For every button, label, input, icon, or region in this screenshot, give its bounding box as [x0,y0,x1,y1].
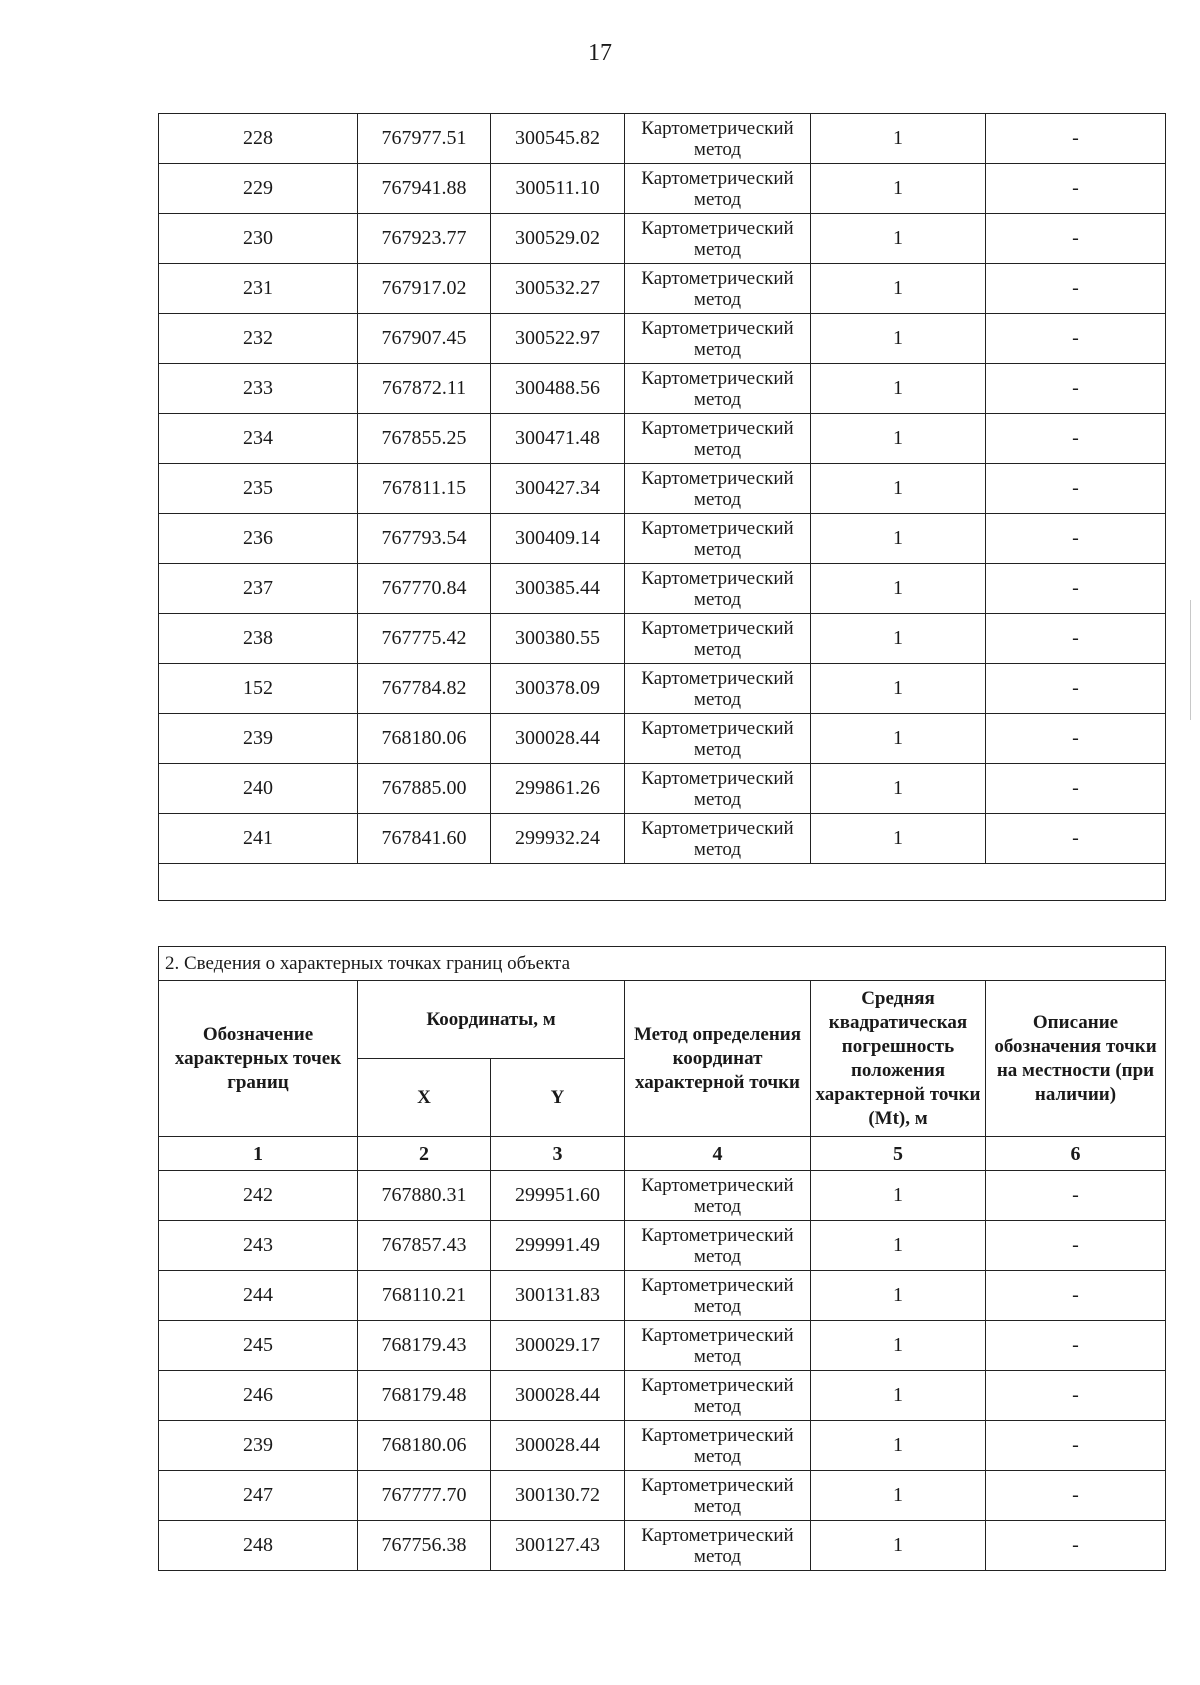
scan-edge-line [1190,600,1191,720]
table-row [159,364,1166,414]
table-row [159,114,1166,164]
x-cell: 768110.21 [358,1271,491,1321]
point-cell: 248 [159,1521,358,1571]
y-cell: 300130.72 [491,1471,625,1521]
mt-cell: 1 [811,1471,986,1521]
table-row [159,264,1166,314]
table-row [159,614,1166,664]
method-cell: Картометрический метод [625,564,811,614]
point-cell: 246 [159,1371,358,1421]
table-row [159,214,1166,264]
header-mt: Средняя квадратическая погрешность положения характерной точки (Mt), м [811,981,986,1137]
x-cell: 767880.31 [358,1171,491,1221]
mt-cell: 1 [811,714,986,764]
x-cell: 767923.77 [358,214,491,264]
table-row [159,564,1166,614]
table-row [159,1321,1166,1371]
point-cell: 230 [159,214,358,264]
x-cell: 767917.02 [358,264,491,314]
x-cell: 767811.15 [358,464,491,514]
y-cell: 299932.24 [491,814,625,864]
table-row [159,414,1166,464]
table-row [159,1421,1166,1471]
table-row [159,164,1166,214]
description-cell: - [986,1371,1166,1421]
method-cell: Картометрический метод [625,314,811,364]
x-cell: 767777.70 [358,1471,491,1521]
method-cell: Картометрический метод [625,364,811,414]
mt-cell: 1 [811,364,986,414]
table-empty-row [159,864,1166,901]
table-row [159,1271,1166,1321]
method-cell: Картометрический метод [625,1221,811,1271]
mt-cell: 1 [811,814,986,864]
table-row [159,764,1166,814]
description-cell: - [986,314,1166,364]
y-cell: 300127.43 [491,1521,625,1571]
header-coordinates: Координаты, м [358,981,625,1059]
y-cell: 300385.44 [491,564,625,614]
description-cell: - [986,464,1166,514]
method-cell: Картометрический метод [625,164,811,214]
table-row [159,464,1166,514]
description-cell: - [986,114,1166,164]
column-number: 2 [358,1137,491,1171]
y-cell: 300529.02 [491,214,625,264]
y-cell: 300029.17 [491,1321,625,1371]
point-cell: 236 [159,514,358,564]
table-row [159,1221,1166,1271]
description-cell: - [986,1171,1166,1221]
description-cell: - [986,414,1166,464]
description-cell: - [986,1321,1166,1371]
header-y: Y [491,1059,625,1137]
description-cell: - [986,264,1166,314]
method-cell: Картометрический метод [625,814,811,864]
y-cell: 300511.10 [491,164,625,214]
point-cell: 233 [159,364,358,414]
method-cell: Картометрический метод [625,1271,811,1321]
description-cell: - [986,664,1166,714]
empty-cell [159,864,1166,901]
y-cell: 300545.82 [491,114,625,164]
description-cell: - [986,614,1166,664]
point-cell: 231 [159,264,358,314]
page-number: 17 [588,40,612,66]
x-cell: 767784.82 [358,664,491,714]
table-caption: 2. Сведения о характерных точках границ объекта [159,947,1166,981]
method-cell: Картометрический метод [625,714,811,764]
method-cell: Картометрический метод [625,1171,811,1221]
mt-cell: 1 [811,1521,986,1571]
mt-cell: 1 [811,264,986,314]
description-cell: - [986,564,1166,614]
y-cell: 300378.09 [491,664,625,714]
description-cell: - [986,1271,1166,1321]
table-row [159,664,1166,714]
mt-cell: 1 [811,314,986,364]
mt-cell: 1 [811,214,986,264]
mt-cell: 1 [811,114,986,164]
x-cell: 767770.84 [358,564,491,614]
description-cell: - [986,514,1166,564]
table-row [159,814,1166,864]
column-number: 5 [811,1137,986,1171]
mt-cell: 1 [811,514,986,564]
header-x: X [358,1059,491,1137]
method-cell: Картометрический метод [625,764,811,814]
mt-cell: 1 [811,1221,986,1271]
column-number: 4 [625,1137,811,1171]
mt-cell: 1 [811,1171,986,1221]
y-cell: 299861.26 [491,764,625,814]
description-cell: - [986,814,1166,864]
point-cell: 244 [159,1271,358,1321]
mt-cell: 1 [811,1371,986,1421]
mt-cell: 1 [811,1271,986,1321]
x-cell: 767907.45 [358,314,491,364]
column-number: 6 [986,1137,1166,1171]
point-cell: 247 [159,1471,358,1521]
method-cell: Картометрический метод [625,1321,811,1371]
y-cell: 299991.49 [491,1221,625,1271]
y-cell: 300131.83 [491,1271,625,1321]
x-cell: 768180.06 [358,714,491,764]
point-cell: 235 [159,464,358,514]
method-cell: Картометрический метод [625,1371,811,1421]
y-cell: 300028.44 [491,1421,625,1471]
point-cell: 242 [159,1171,358,1221]
point-cell: 239 [159,1421,358,1471]
x-cell: 767872.11 [358,364,491,414]
method-cell: Картометрический метод [625,214,811,264]
mt-cell: 1 [811,1421,986,1471]
y-cell: 300471.48 [491,414,625,464]
table-row [159,1371,1166,1421]
method-cell: Картометрический метод [625,464,811,514]
point-cell: 229 [159,164,358,214]
x-cell: 767756.38 [358,1521,491,1571]
description-cell: - [986,764,1166,814]
description-cell: - [986,164,1166,214]
x-cell: 767885.00 [358,764,491,814]
mt-cell: 1 [811,664,986,714]
point-cell: 232 [159,314,358,364]
point-cell: 241 [159,814,358,864]
y-cell: 300028.44 [491,1371,625,1421]
description-cell: - [986,214,1166,264]
description-cell: - [986,1471,1166,1521]
method-cell: Картометрический метод [625,1521,811,1571]
point-cell: 238 [159,614,358,664]
description-cell: - [986,1221,1166,1271]
method-cell: Картометрический метод [625,614,811,664]
mt-cell: 1 [811,564,986,614]
table-row [159,514,1166,564]
header-point-designation: Обозначение характерных точек границ [159,981,358,1137]
column-number: 1 [159,1137,358,1171]
description-cell: - [986,714,1166,764]
point-cell: 240 [159,764,358,814]
point-cell: 152 [159,664,358,714]
header-method: Метод определения координат характерной точки [625,981,811,1137]
y-cell: 300427.34 [491,464,625,514]
x-cell: 767855.25 [358,414,491,464]
column-numbers-row [159,1137,1166,1171]
description-cell: - [986,1421,1166,1471]
x-cell: 767775.42 [358,614,491,664]
y-cell: 300532.27 [491,264,625,314]
mt-cell: 1 [811,164,986,214]
x-cell: 767857.43 [358,1221,491,1271]
boundary-points-table [158,946,1166,1571]
y-cell: 300522.97 [491,314,625,364]
mt-cell: 1 [811,464,986,514]
point-cell: 234 [159,414,358,464]
point-cell: 243 [159,1221,358,1271]
mt-cell: 1 [811,1321,986,1371]
x-cell: 767977.51 [358,114,491,164]
column-number: 3 [491,1137,625,1171]
method-cell: Картометрический метод [625,414,811,464]
mt-cell: 1 [811,764,986,814]
point-cell: 245 [159,1321,358,1371]
y-cell: 299951.60 [491,1171,625,1221]
method-cell: Картометрический метод [625,264,811,314]
table-row [159,1521,1166,1571]
mt-cell: 1 [811,414,986,464]
x-cell: 767793.54 [358,514,491,564]
description-cell: - [986,1521,1166,1571]
table-row [159,1171,1166,1221]
method-cell: Картометрический метод [625,1421,811,1471]
description-cell: - [986,364,1166,414]
point-cell: 228 [159,114,358,164]
x-cell: 768180.06 [358,1421,491,1471]
point-cell: 237 [159,564,358,614]
point-cell: 239 [159,714,358,764]
table-row [159,314,1166,364]
method-cell: Картометрический метод [625,114,811,164]
method-cell: Картометрический метод [625,664,811,714]
y-cell: 300409.14 [491,514,625,564]
y-cell: 300380.55 [491,614,625,664]
x-cell: 767841.60 [358,814,491,864]
x-cell: 768179.43 [358,1321,491,1371]
y-cell: 300488.56 [491,364,625,414]
x-cell: 768179.48 [358,1371,491,1421]
header-description: Описание обозначения точки на местности (при наличии) [986,981,1166,1137]
y-cell: 300028.44 [491,714,625,764]
x-cell: 767941.88 [358,164,491,214]
method-cell: Картометрический метод [625,514,811,564]
mt-cell: 1 [811,614,986,664]
method-cell: Картометрический метод [625,1471,811,1521]
boundary-points-table-continued [158,113,1166,901]
table-row [159,1471,1166,1521]
table-row [159,714,1166,764]
